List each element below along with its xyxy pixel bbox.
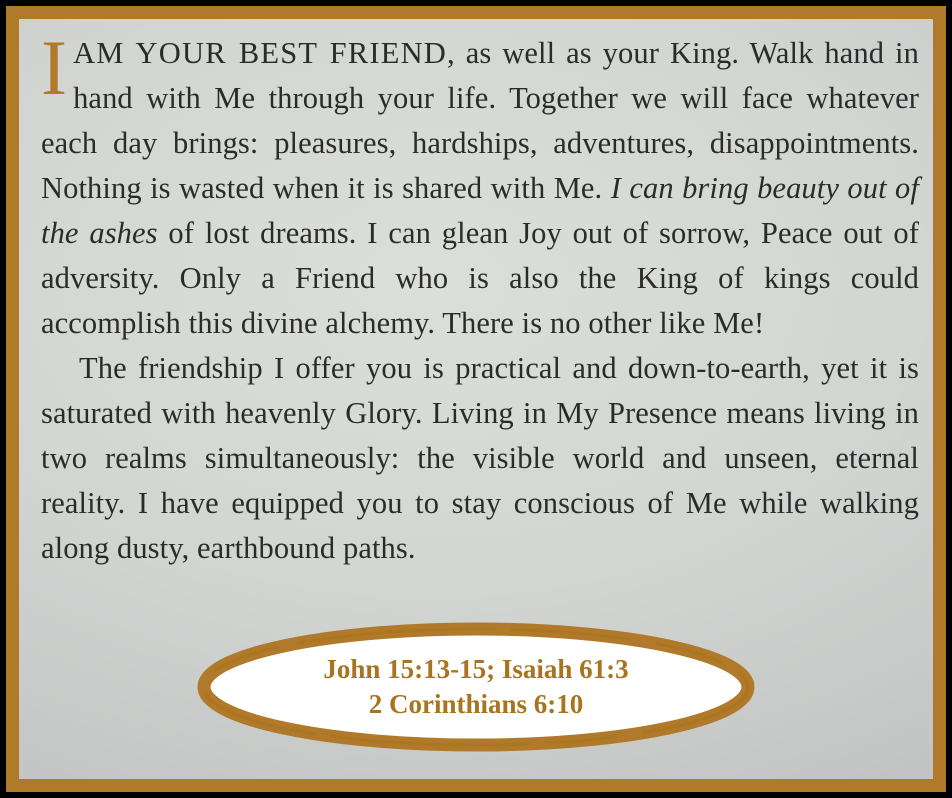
page-border-frame [6, 6, 946, 792]
scripture-reference-line-2: 2 Corinthians 6:10 [368, 689, 584, 719]
paragraph-one-text-a: , as well as your King. Walk hand in hand with Me through your life. Together we will face whatever each day brings: pleasures, hardships, adventures, disappointments. Nothing is wasted when it is shared with Me. [41, 36, 919, 205]
paragraph-one-italic-phrase: I can bring beauty out of the ashes [41, 171, 919, 250]
paragraph-one-text-b: of lost dreams. I can glean Joy out of sorrow, Peace out of adversity. Only a Friend who is also the King of kings could accomplish this divine alchemy. There is no other like Me! [41, 216, 919, 340]
scripture-reference-line-1: John 15:13-15; Isaiah 61:3 [323, 654, 629, 684]
paragraph-one [41, 24, 919, 346]
paragraph-two: The friendship I offer you is practical and down-to-earth, yet it is saturated with heavenly Glory. Living in My Presence means living in two realms simultaneously: the visible world and unseen, eternal reality. I have equipped you to stay conscious of Me while walking along dusty, earthbound paths. [41, 351, 919, 565]
paper-surface [19, 19, 933, 779]
text-column [41, 24, 919, 571]
scripture-reference-text [193, 621, 759, 753]
opening-small-caps: AM YOUR BEST FRIEND [73, 36, 448, 70]
scripture-reference-badge [193, 621, 759, 753]
drop-cap-letter: I [41, 24, 68, 111]
